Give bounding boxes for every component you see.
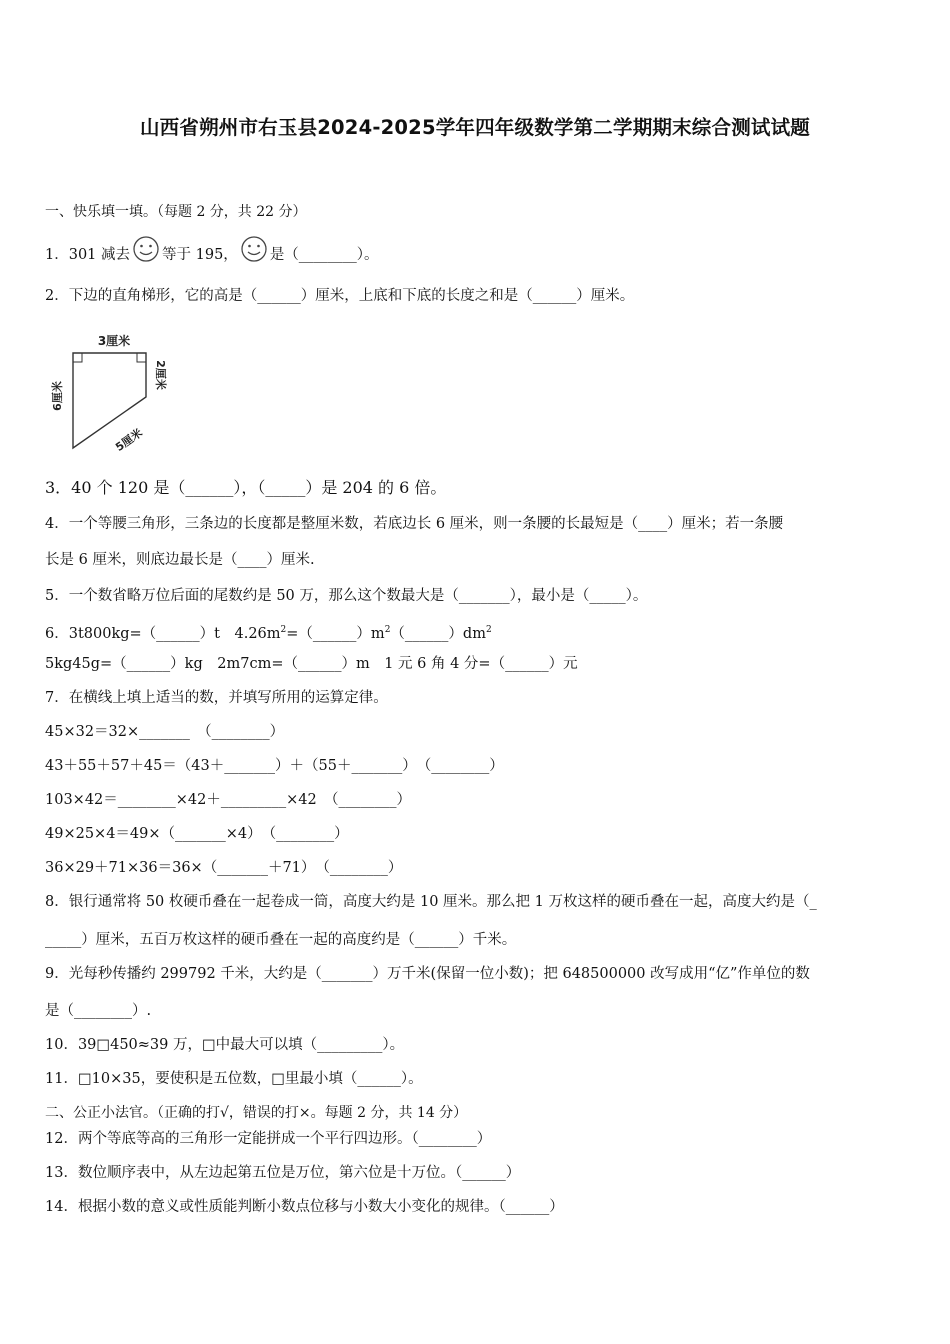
question-7: 7．在横线上填上适当的数，并填写所用的运算定律。 xyxy=(45,690,388,706)
q6-part-c: （______）dm xyxy=(390,625,486,642)
question-7-item: 103×42＝________×42＋_________×42 （________） xyxy=(45,792,411,808)
squared-mark: 2 xyxy=(384,625,391,635)
label-right: 2厘米 xyxy=(154,360,167,390)
smiley-icon xyxy=(239,236,269,262)
q1-text-a: 1．301 减去 xyxy=(45,247,131,263)
q6-part-b: =（______）m xyxy=(286,625,385,642)
question-1 xyxy=(45,236,379,265)
question-7-item: 43＋55＋57＋45＝（43＋_______）＋（55＋_______） （________） xyxy=(45,758,504,774)
question-13: 13．数位顺序表中，从左边起第五位是万位，第六位是十万位。（______） xyxy=(45,1165,521,1181)
question-7-item: 49×25×4＝49×（_______×4） （________） xyxy=(45,826,349,842)
question-8-line-2: _____）厘米，五百万枚这样的硬币叠在一起的高度约是（______）千米。 xyxy=(45,932,517,948)
question-6-line-1 xyxy=(45,620,492,644)
page-title: 山西省朔州市右玉县2024-2025学年四年级数学第二学期期末综合测试试题 xyxy=(139,116,811,139)
question-3: 3．40 个 120 是（______），（_____）是 204 的 6 倍。 xyxy=(45,478,447,497)
squared-mark: 2 xyxy=(485,625,492,635)
section-1-heading: 一、快乐填一填。（每题 2 分，共 22 分） xyxy=(45,204,307,220)
question-7-item: 45×32＝32×_______ （________） xyxy=(45,724,285,740)
question-8-line-1: 8．银行通常将 50 枚硬币叠在一起卷成一筒，高度大约是 10 厘米。那么把 1 万枚这样的硬币叠在一起，高度大约是（_ xyxy=(45,894,817,910)
question-4-line-2: 长是 6 厘米，则底边最长是（____）厘米. xyxy=(45,552,315,568)
label-top: 3厘米 xyxy=(97,334,131,348)
right-trapezoid-figure xyxy=(48,328,178,458)
question-6-line-2: 5kg45g=（______）kg 2m7cm=（______）m 1 元 6 角 4 分=（______）元 xyxy=(45,656,578,672)
question-4-line-1: 4．一个等腰三角形，三条边的长度都是整厘米数，若底边长 6 厘米，则一条腰的长最短是（____）厘米；若一条腰 xyxy=(45,516,784,532)
right-angle-mark-right xyxy=(137,353,146,362)
q1-text-b: 等于 195， xyxy=(162,247,238,263)
right-angle-mark-left xyxy=(73,353,82,362)
q6-part-a: 6．3t800kg=（______）t 4.26m xyxy=(45,625,281,642)
question-9-line-1: 9．光每秒传播约 299792 千米，大约是（_______）万千米(保留一位小数)；把 648500000 改写成用“亿”作单位的数 xyxy=(45,966,810,982)
question-2: 2．下边的直角梯形，它的高是（______）厘米，上底和下底的长度之和是（______）厘米。 xyxy=(45,288,635,304)
label-left: 6厘米 xyxy=(51,381,64,411)
question-12: 12．两个等底等高的三角形一定能拼成一个平行四边形。（________） xyxy=(45,1131,492,1147)
label-slant: 5厘米 xyxy=(113,426,145,454)
question-7-item: 36×29＋71×36＝36×（_______＋71） （________） xyxy=(45,860,403,876)
question-9-line-2: 是（________）. xyxy=(45,1003,152,1019)
question-10: 10．39□450≈39 万，□中最大可以填（_________）。 xyxy=(45,1037,405,1053)
squared-mark: 2 xyxy=(280,625,287,635)
question-11: 11．□10×35，要使积是五位数，□里最小填（______）。 xyxy=(45,1071,423,1087)
smiley-icon xyxy=(131,236,161,262)
q1-text-c: 是（________）。 xyxy=(269,247,379,263)
section-2-heading: 二、公正小法官。（正确的打√，错误的打×。每题 2 分，共 14 分） xyxy=(45,1105,468,1121)
question-5: 5．一个数省略万位后面的尾数约是 50 万，那么这个数最大是（_______），最小是（_____）。 xyxy=(45,588,648,604)
question-14: 14．根据小数的意义或性质能判断小数点位移与小数大小变化的规律。（______） xyxy=(45,1199,564,1215)
